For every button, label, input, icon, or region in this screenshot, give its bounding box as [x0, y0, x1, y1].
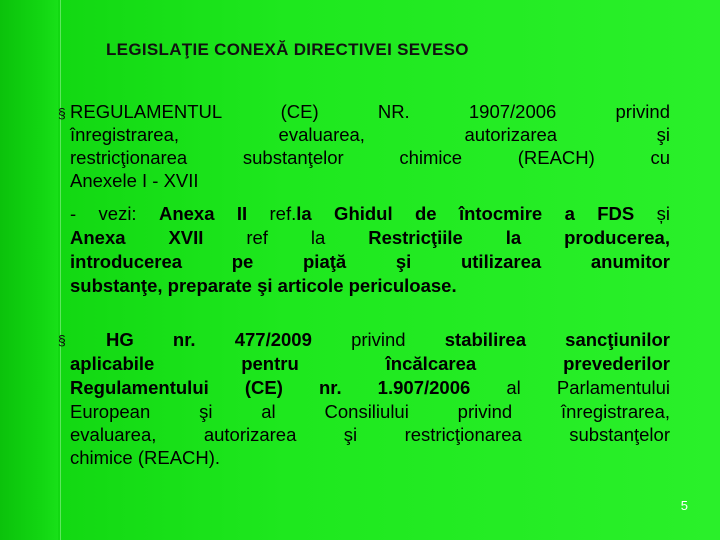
hg-number-label: HG nr. 477/2009 — [106, 329, 312, 350]
item2-line-3 — [70, 376, 670, 399]
item1-line-8 — [70, 274, 670, 297]
sanctions-label: stabilirea sancţiunilor — [444, 329, 671, 350]
item2-line-4: European şi al Consiliului privind înregistrarea, — [70, 401, 670, 422]
bullet-icon: § — [58, 332, 66, 348]
slide-title: LEGISLAŢIE CONEXĂ DIRECTIVEI SEVESO — [106, 40, 469, 59]
item2-line-2 — [70, 352, 670, 375]
item1-line-7 — [70, 250, 670, 273]
item1-line-5 — [70, 202, 670, 225]
item2-line-6: chimice (REACH). — [70, 447, 221, 468]
see-prefix: - vezi: — [70, 203, 159, 224]
item1-line-4: Anexele I - XVII — [70, 170, 199, 191]
annex-xvii-label: Anexa XVII — [70, 227, 204, 248]
parliament-text: al Parlamentului — [470, 377, 670, 398]
item2-line-1 — [70, 328, 670, 351]
privind-text: privind — [311, 329, 445, 350]
sanctions-continued: aplicabile pentru încălcarea prevederilor — [70, 353, 670, 374]
item2-line-5: evaluarea, autorizarea şi restricţionarea substanţelor — [70, 424, 670, 445]
annex-ii-label: Anexa II — [158, 203, 248, 224]
and-text: și — [634, 203, 670, 224]
restrictions-end: substanţe, preparate şi articole periculoase. — [70, 275, 457, 296]
restrictions-continued: introducerea pe piaţă şi utilizarea anumitor — [70, 251, 670, 272]
item1-line-6 — [70, 226, 670, 249]
sds-guide-label: la Ghidul de întocmire a FDS — [296, 203, 635, 224]
ref-la-text: ref la — [203, 227, 369, 248]
restrictions-label: Restricţiile la producerea, — [368, 227, 670, 248]
left-accent-band — [0, 0, 58, 540]
ref-text: ref. — [247, 203, 297, 224]
item1-line-2: înregistrarea, evaluarea, autorizarea şi — [70, 124, 670, 145]
vertical-divider — [60, 0, 61, 540]
regulation-ref-label: Regulamentului (CE) nr. 1.907/2006 — [70, 377, 471, 398]
item1-line-1: REGULAMENTUL (CE) NR. 1907/2006 privind — [70, 101, 670, 122]
bullet-icon: § — [58, 105, 66, 121]
item1-line-3: restricţionarea substanţelor chimice (REACH) cu — [70, 147, 670, 168]
page-number: 5 — [680, 498, 688, 513]
